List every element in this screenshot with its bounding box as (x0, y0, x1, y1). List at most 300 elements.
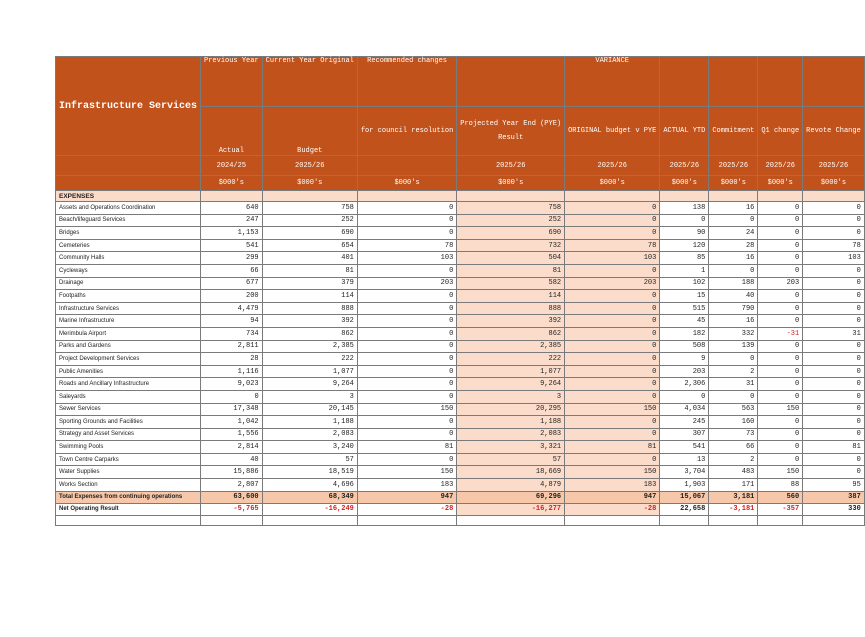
cell-value: 188 (709, 277, 758, 290)
table-row (56, 302, 865, 315)
cell-value: 15 (660, 290, 709, 303)
cell-value: 0 (803, 390, 865, 403)
cell-value: 252 (457, 214, 565, 227)
cell-value: 0 (565, 327, 660, 340)
cell-value: 150 (565, 466, 660, 479)
cell-value: 0 (758, 227, 803, 240)
column-unit-8: $000's (803, 176, 865, 191)
table-row (56, 365, 865, 378)
column-unit-5: $000's (660, 176, 709, 191)
cell-value: 515 (660, 302, 709, 315)
cell-value: 758 (457, 202, 565, 215)
cell-value: 790 (709, 302, 758, 315)
cell-value: 88 (758, 479, 803, 492)
cell-value: 0 (357, 227, 456, 240)
cell-value: 1,153 (201, 227, 263, 240)
cell-value: 78 (565, 239, 660, 252)
cell-value: 0 (357, 390, 456, 403)
cell-value: 0 (565, 428, 660, 441)
column-label-6: Commitment (709, 106, 758, 156)
column-label-8: Revote Change (803, 106, 865, 156)
section-spacer (262, 191, 357, 202)
cell-value: 1,556 (201, 428, 263, 441)
cell-value: 0 (357, 340, 456, 353)
cell-value: 3 (457, 390, 565, 403)
column-caption-4: VARIANCE (565, 57, 660, 107)
row-label: Marine Infrastructure (56, 315, 201, 328)
total-row (56, 491, 865, 503)
cell-value: 0 (357, 315, 456, 328)
table-row (56, 453, 865, 466)
cell-value: 0 (803, 214, 865, 227)
section-spacer (357, 191, 456, 202)
cell-value: 0 (709, 214, 758, 227)
row-label: Footpaths (56, 290, 201, 303)
blank-cell (457, 515, 565, 525)
row-label: Drainage (56, 277, 201, 290)
cell-value: 4,696 (262, 479, 357, 492)
cell-value: 0 (758, 416, 803, 429)
cell-value: 40 (709, 290, 758, 303)
cell-value: 504 (457, 252, 565, 265)
cell-value: 0 (803, 416, 865, 429)
column-caption-7 (758, 57, 803, 107)
blank-cell (709, 515, 758, 525)
table-row (56, 277, 865, 290)
column-year-3: 2025/26 (457, 156, 565, 176)
column-label-5: ACTUAL YTD (660, 106, 709, 156)
cell-value: 203 (565, 277, 660, 290)
cell-value: 0 (758, 290, 803, 303)
column-label-4: ORIGINAL budget v PYE (565, 106, 660, 156)
cell-value: 0 (357, 214, 456, 227)
cell-value: 0 (565, 378, 660, 391)
cell-value: 2 (709, 365, 758, 378)
cell-value: 57 (457, 453, 565, 466)
cell-value: 103 (803, 252, 865, 265)
cell-value: 0 (758, 365, 803, 378)
cell-value: -28 (357, 503, 456, 515)
cell-value: 401 (262, 252, 357, 265)
cell-value: 183 (565, 479, 660, 492)
blank-cell (357, 515, 456, 525)
cell-value: 16 (709, 202, 758, 215)
cell-value: 379 (262, 277, 357, 290)
column-unit-3: $000's (457, 176, 565, 191)
cell-value: 0 (709, 353, 758, 366)
cell-value: -28 (565, 503, 660, 515)
cell-value: 16 (709, 315, 758, 328)
section-spacer (758, 191, 803, 202)
row-label: Total Expenses from continuing operations (56, 491, 201, 503)
cell-value: 78 (803, 239, 865, 252)
row-label: Water Supplies (56, 466, 201, 479)
cell-value: 0 (565, 353, 660, 366)
row-label: Beach/lifeguard Services (56, 214, 201, 227)
blank-cell (660, 515, 709, 525)
cell-value: 0 (565, 390, 660, 403)
cell-value: -16,277 (457, 503, 565, 515)
row-label: Net Operating Result (56, 503, 201, 515)
cell-value: 734 (201, 327, 263, 340)
cell-value: 690 (457, 227, 565, 240)
cell-value: 330 (803, 503, 865, 515)
cell-value: 3,704 (660, 466, 709, 479)
row-label: Sewer Services (56, 403, 201, 416)
row-label: Saleyards (56, 390, 201, 403)
cell-value: 0 (803, 403, 865, 416)
cell-value: 2,385 (262, 340, 357, 353)
cell-value: 758 (262, 202, 357, 215)
cell-value: 139 (709, 340, 758, 353)
cell-value: 31 (803, 327, 865, 340)
section-row-expenses (56, 191, 865, 202)
row-label: Parks and Gardens (56, 340, 201, 353)
cell-value: 138 (660, 202, 709, 215)
cell-value: 24 (709, 227, 758, 240)
table-row (56, 264, 865, 277)
cell-value: 9,023 (201, 378, 263, 391)
column-year-4: 2025/26 (565, 156, 660, 176)
cell-value: 81 (803, 441, 865, 454)
cell-value: -5,765 (201, 503, 263, 515)
column-unit-6: $000's (709, 176, 758, 191)
cell-value: 1,116 (201, 365, 263, 378)
table-row (56, 441, 865, 454)
table-row (56, 214, 865, 227)
cell-value: 16 (709, 252, 758, 265)
cell-value: 541 (660, 441, 709, 454)
cell-value: 4,034 (660, 403, 709, 416)
cell-value: 0 (758, 453, 803, 466)
cell-value: 0 (565, 214, 660, 227)
cell-value: 888 (457, 302, 565, 315)
cell-value: 1,188 (262, 416, 357, 429)
cell-value: 0 (565, 202, 660, 215)
table-row (56, 466, 865, 479)
cell-value: 81 (457, 264, 565, 277)
cell-value: -357 (758, 503, 803, 515)
cell-value: 2,811 (201, 340, 263, 353)
cell-value: 0 (803, 277, 865, 290)
unit-row-spacer (56, 176, 201, 191)
blank-cell (56, 515, 201, 525)
section-spacer (709, 191, 758, 202)
cell-value: 0 (357, 365, 456, 378)
cell-value: 103 (565, 252, 660, 265)
cell-value: 57 (262, 453, 357, 466)
header-row-captions (56, 57, 865, 107)
column-caption-5 (660, 57, 709, 107)
cell-value: 81 (565, 441, 660, 454)
cell-value: 4,479 (201, 302, 263, 315)
cell-value: 95 (803, 479, 865, 492)
row-label: Community Halls (56, 252, 201, 265)
cell-value: 2 (709, 453, 758, 466)
cell-value: 0 (357, 327, 456, 340)
row-label: Strategy and Asset Services (56, 428, 201, 441)
row-label: Works Section (56, 479, 201, 492)
header-row-years (56, 156, 865, 176)
cell-value: 0 (660, 390, 709, 403)
cell-value: 222 (457, 353, 565, 366)
column-label-main-3: Projected Year End (PYE) (460, 119, 562, 128)
cell-value: 947 (357, 491, 456, 503)
column-unit-1: $000's (262, 176, 357, 191)
column-caption-0: Previous Year (201, 57, 263, 107)
row-label: Cycleways (56, 264, 201, 277)
cell-value: 66 (201, 264, 263, 277)
column-caption-6 (709, 57, 758, 107)
column-unit-7: $000's (758, 176, 803, 191)
cell-value: 677 (201, 277, 263, 290)
table-row (56, 353, 865, 366)
cell-value: 150 (565, 403, 660, 416)
table-title: Infrastructure Services (56, 57, 201, 156)
cell-value: 541 (201, 239, 263, 252)
cell-value: 0 (758, 264, 803, 277)
blank-cell (758, 515, 803, 525)
row-label: Bridges (56, 227, 201, 240)
column-year-0: 2024/25 (201, 156, 263, 176)
cell-value: 299 (201, 252, 263, 265)
cell-value: -31 (758, 327, 803, 340)
cell-value: 28 (709, 239, 758, 252)
section-spacer (565, 191, 660, 202)
cell-value: 0 (758, 239, 803, 252)
cell-value: 307 (660, 428, 709, 441)
year-row-spacer (56, 156, 201, 176)
infrastructure-services-table (55, 56, 865, 526)
cell-value: -16,249 (262, 503, 357, 515)
cell-value: 0 (758, 353, 803, 366)
cell-value: 0 (758, 202, 803, 215)
cell-value: 0 (803, 264, 865, 277)
cell-value: 17,348 (201, 403, 263, 416)
cell-value: 0 (357, 353, 456, 366)
cell-value: 73 (709, 428, 758, 441)
column-year-5: 2025/26 (660, 156, 709, 176)
cell-value: 15,067 (660, 491, 709, 503)
cell-value: 103 (357, 252, 456, 265)
cell-value: 18,519 (262, 466, 357, 479)
cell-value: 0 (201, 390, 263, 403)
cell-value: 150 (357, 403, 456, 416)
header-row-units (56, 176, 865, 191)
cell-value: 85 (660, 252, 709, 265)
cell-value: 2,083 (457, 428, 565, 441)
cell-value: 9 (660, 353, 709, 366)
row-label: Roads and Ancillary Infrastructure (56, 378, 201, 391)
cell-value: 1,188 (457, 416, 565, 429)
column-label-1: Budget (262, 106, 357, 156)
cell-value: 203 (758, 277, 803, 290)
cell-value: 63,600 (201, 491, 263, 503)
cell-value: 0 (709, 264, 758, 277)
cell-value: 0 (758, 428, 803, 441)
row-label: Project Development Services (56, 353, 201, 366)
table-row (56, 340, 865, 353)
cell-value: 20,295 (457, 403, 565, 416)
cell-value: 0 (565, 315, 660, 328)
cell-value: 2,083 (262, 428, 357, 441)
section-spacer (660, 191, 709, 202)
cell-value: 862 (262, 327, 357, 340)
cell-value: 0 (357, 202, 456, 215)
cell-value: 0 (357, 378, 456, 391)
cell-value: 1,042 (201, 416, 263, 429)
cell-value: 0 (803, 428, 865, 441)
cell-value: 182 (660, 327, 709, 340)
cell-value: 862 (457, 327, 565, 340)
cell-value: 0 (803, 202, 865, 215)
cell-value: 332 (709, 327, 758, 340)
cell-value: 0 (758, 378, 803, 391)
cell-value: 560 (758, 491, 803, 503)
row-label: Swimming Pools (56, 441, 201, 454)
cell-value: 45 (660, 315, 709, 328)
cell-value: 2,385 (457, 340, 565, 353)
row-label: Public Amenities (56, 365, 201, 378)
cell-value: 0 (803, 290, 865, 303)
cell-value: 0 (758, 252, 803, 265)
cell-value: 0 (803, 365, 865, 378)
cell-value: 18,669 (457, 466, 565, 479)
column-label-2: for council resolution (357, 106, 456, 156)
cell-value: 160 (709, 416, 758, 429)
cell-value: 3,321 (457, 441, 565, 454)
row-label: Sporting Grounds and Facilities (56, 416, 201, 429)
table-row (56, 290, 865, 303)
cell-value: 640 (201, 202, 263, 215)
cell-value: 0 (565, 227, 660, 240)
row-label: Infrastructure Services (56, 302, 201, 315)
cell-value: 222 (262, 353, 357, 366)
cell-value: 1,903 (660, 479, 709, 492)
cell-value: 2,306 (660, 378, 709, 391)
blank-cell (565, 515, 660, 525)
column-label-0: Actual (201, 106, 263, 156)
column-year-8: 2025/26 (803, 156, 865, 176)
table-row (56, 416, 865, 429)
cell-value: 0 (758, 441, 803, 454)
cell-value: 0 (357, 290, 456, 303)
cell-value: 508 (660, 340, 709, 353)
cell-value: 0 (565, 340, 660, 353)
cell-value: 2,807 (201, 479, 263, 492)
cell-value: 483 (709, 466, 758, 479)
cell-value: 81 (357, 441, 456, 454)
blank-cell (803, 515, 865, 525)
cell-value: 200 (201, 290, 263, 303)
column-label-7: Q1 change (758, 106, 803, 156)
column-year-7: 2025/26 (758, 156, 803, 176)
cell-value: 68,349 (262, 491, 357, 503)
blank-cell (201, 515, 263, 525)
cell-value: 392 (262, 315, 357, 328)
cell-value: 0 (660, 214, 709, 227)
column-unit-0: $000's (201, 176, 263, 191)
column-caption-1: Current Year Original (262, 57, 357, 107)
cell-value: 654 (262, 239, 357, 252)
cell-value: 0 (803, 227, 865, 240)
column-unit-4: $000's (565, 176, 660, 191)
net-result-row (56, 503, 865, 515)
section-spacer (201, 191, 263, 202)
cell-value: 582 (457, 277, 565, 290)
cell-value: 40 (201, 453, 263, 466)
cell-value: 0 (565, 416, 660, 429)
cell-value: 0 (565, 365, 660, 378)
cell-value: 690 (262, 227, 357, 240)
cell-value: 0 (803, 340, 865, 353)
cell-value: 0 (758, 214, 803, 227)
cell-value: 0 (803, 353, 865, 366)
cell-value: 3 (262, 390, 357, 403)
section-label: EXPENSES (56, 191, 201, 202)
blank-row (56, 515, 865, 525)
cell-value: 13 (660, 453, 709, 466)
column-caption-3 (457, 57, 565, 107)
cell-value: 888 (262, 302, 357, 315)
cell-value: 0 (709, 390, 758, 403)
row-label: Merimbula Airport (56, 327, 201, 340)
cell-value: 78 (357, 239, 456, 252)
cell-value: 0 (357, 264, 456, 277)
cell-value: 114 (262, 290, 357, 303)
cell-value: 563 (709, 403, 758, 416)
cell-value: 114 (457, 290, 565, 303)
column-year-6: 2025/26 (709, 156, 758, 176)
cell-value: 0 (758, 390, 803, 403)
cell-value: 0 (803, 315, 865, 328)
table-row (56, 227, 865, 240)
cell-value: 245 (660, 416, 709, 429)
cell-value: 0 (803, 302, 865, 315)
table-row (56, 315, 865, 328)
cell-value: 81 (262, 264, 357, 277)
cell-value: 9,264 (457, 378, 565, 391)
cell-value: 0 (758, 315, 803, 328)
cell-value: 90 (660, 227, 709, 240)
cell-value: 31 (709, 378, 758, 391)
cell-value: 203 (660, 365, 709, 378)
cell-value: 0 (803, 378, 865, 391)
cell-value: 171 (709, 479, 758, 492)
cell-value: 0 (565, 290, 660, 303)
cell-value: 0 (565, 453, 660, 466)
cell-value: 3,181 (709, 491, 758, 503)
cell-value: 0 (758, 302, 803, 315)
column-caption-8 (803, 57, 865, 107)
cell-value: 0 (758, 340, 803, 353)
cell-value: 203 (357, 277, 456, 290)
cell-value: 0 (803, 466, 865, 479)
cell-value: 22,658 (660, 503, 709, 515)
table-row (56, 252, 865, 265)
cell-value: 392 (457, 315, 565, 328)
cell-value: 1,077 (262, 365, 357, 378)
column-year-1: 2025/26 (262, 156, 357, 176)
blank-cell (262, 515, 357, 525)
cell-value: 102 (660, 277, 709, 290)
cell-value: 247 (201, 214, 263, 227)
table-row (56, 403, 865, 416)
cell-value: 0 (565, 302, 660, 315)
cell-value: 28 (201, 353, 263, 366)
table-row (56, 202, 865, 215)
cell-value: 732 (457, 239, 565, 252)
